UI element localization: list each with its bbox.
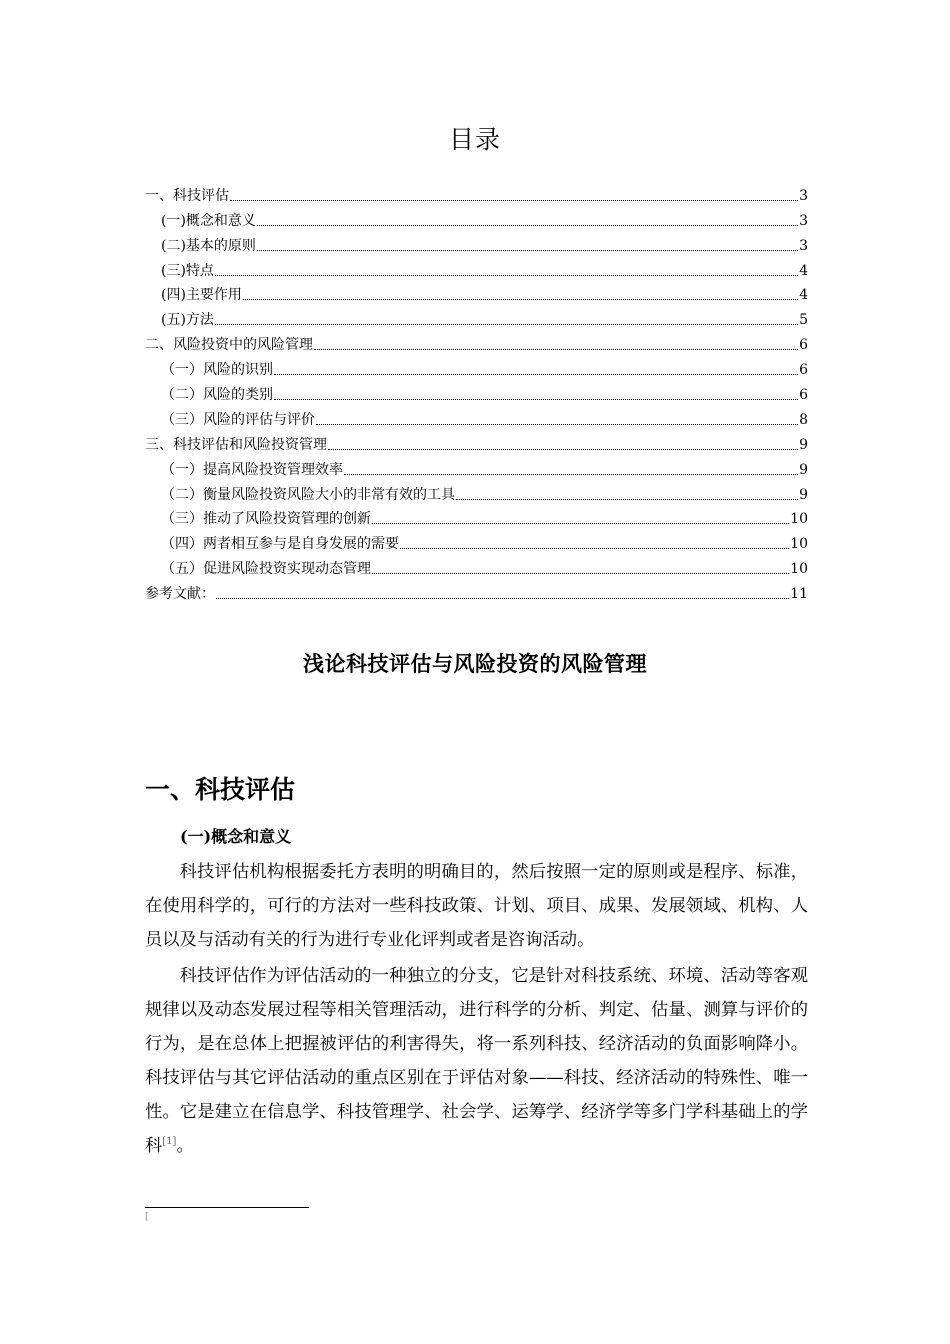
toc-entry[interactable]: [145, 354, 808, 379]
toc-leader-dots: [316, 424, 798, 425]
paragraph: [145, 855, 808, 957]
toc-page-number: 4: [799, 287, 808, 304]
toc-entry-label: 二、风险投资中的风险管理: [145, 337, 313, 354]
toc-page-number: 11: [790, 586, 808, 603]
paragraph: [145, 959, 808, 1163]
toc-entry-label: （三）推动了风险投资管理的创新: [161, 511, 371, 528]
toc-page-number: 9: [799, 461, 808, 478]
toc-leader-dots: [274, 374, 798, 375]
footnote-mark: [: [145, 1212, 149, 1222]
toc-leader-dots: [456, 499, 798, 500]
toc-entry-label: （二）衡量风险投资风险大小的非常有效的工具: [161, 486, 455, 503]
toc-page-number: 9: [799, 486, 808, 503]
toc-page-number: 10: [790, 561, 808, 578]
toc-entry-label: （五）促进风险投资实现动态管理: [161, 561, 371, 578]
toc-leader-dots: [328, 449, 798, 450]
toc-leader-dots: [216, 598, 789, 599]
toc-page-number: 5: [799, 312, 808, 329]
toc-leader-dots: [243, 299, 798, 300]
toc-page-number: 3: [799, 237, 808, 254]
toc-entry[interactable]: [145, 404, 808, 429]
toc-entry[interactable]: [145, 230, 808, 255]
toc-entry[interactable]: [145, 180, 808, 205]
toc-page-number: 4: [799, 262, 808, 279]
toc-entry[interactable]: [145, 504, 808, 529]
toc-entry[interactable]: [145, 528, 808, 553]
toc-leader-dots: [344, 474, 798, 475]
toc-entry[interactable]: [145, 578, 808, 603]
toc-entry-label: (三)特点: [161, 262, 214, 279]
toc-entry-label: 参考文献：: [145, 586, 215, 603]
toc-entry-label: 一、科技评估: [145, 187, 229, 204]
document-title: 浅论科技评估与风险投资的风险管理: [303, 651, 647, 676]
toc-entry[interactable]: [145, 479, 808, 504]
toc-entry[interactable]: [145, 304, 808, 329]
toc-page-number: 3: [799, 212, 808, 229]
toc-title: 目录: [448, 125, 501, 154]
toc-entry[interactable]: [145, 429, 808, 454]
toc-page-number: 6: [799, 362, 808, 379]
toc-entry-label: (一)概念和意义: [161, 212, 256, 229]
toc-leader-dots: [230, 200, 798, 201]
toc-page-number: 6: [799, 387, 808, 404]
toc-leader-dots: [257, 250, 798, 251]
citation-ref[interactable]: [1]: [162, 1136, 177, 1148]
toc-entry[interactable]: [145, 280, 808, 305]
toc-entry[interactable]: [145, 329, 808, 354]
toc-entry-label: 三、科技评估和风险投资管理: [145, 436, 327, 453]
toc-leader-dots: [400, 548, 789, 549]
toc-leader-dots: [257, 225, 798, 226]
toc-page-number: 6: [799, 337, 808, 354]
section-heading: 一、科技评估: [145, 775, 296, 804]
toc-page-number: 10: [790, 511, 808, 528]
toc-entry[interactable]: [145, 379, 808, 404]
toc-entry-label: （二）风险的类别: [161, 387, 273, 404]
toc-page-number: 3: [799, 187, 808, 204]
toc-leader-dots: [372, 523, 789, 524]
toc-page-number: 8: [799, 411, 808, 428]
toc-entry-label: (五)方法: [161, 312, 214, 329]
subsection-heading: (一)概念和意义: [180, 827, 292, 846]
toc-entry-label: （一）提高风险投资管理效率: [161, 461, 343, 478]
toc-entry-label: （四）两者相互参与是自身发展的需要: [161, 536, 399, 553]
toc-entry-label: （一）风险的识别: [161, 362, 273, 379]
toc-page-number: 10: [790, 536, 808, 553]
paragraph-tail: 。: [176, 1136, 194, 1156]
paragraph-text: 科技评估机构根据委托方表明的明确目的，然后按照一定的原则或是程序、标准，在使用科学的，可行的方法对一些科技政策、计划、项目、成果、发展领域、机构、人员以及与活动有关的行为进行专业化评判或者是咨询活动。: [145, 862, 808, 950]
toc-entry[interactable]: [145, 454, 808, 479]
toc-leader-dots: [215, 324, 798, 325]
toc-entry[interactable]: [145, 553, 808, 578]
paragraph-text: 科技评估作为评估活动的一种独立的分支，它是针对科技系统、环境、活动等客观规律以及动态发展过程等相关管理活动，进行科学的分析、判定、估量、测算与评价的行为，是在总体上把握被评估的利害得失，将一系列科技、经济活动的负面影响降小。科技评估与其它评估活动的重点区别在于评估对象——科技、经济活动的特殊性、唯一性。它是建立在信息学、科技管理学、社会学、运筹学、经济学等多门学科基础上的学科: [145, 966, 808, 1156]
toc-leader-dots: [274, 399, 798, 400]
toc-leader-dots: [314, 349, 798, 350]
toc-leader-dots: [215, 275, 798, 276]
toc-entry-label: （三）风险的评估与评价: [161, 411, 315, 428]
toc-entry-label: (四)主要作用: [161, 287, 242, 304]
table-of-contents: [145, 180, 808, 603]
body-text: [145, 855, 808, 1163]
footnote-divider: [145, 1207, 309, 1208]
toc-leader-dots: [372, 573, 789, 574]
toc-page-number: 9: [799, 436, 808, 453]
toc-entry[interactable]: [145, 205, 808, 230]
toc-entry[interactable]: [145, 255, 808, 280]
toc-entry-label: (二)基本的原则: [161, 237, 256, 254]
